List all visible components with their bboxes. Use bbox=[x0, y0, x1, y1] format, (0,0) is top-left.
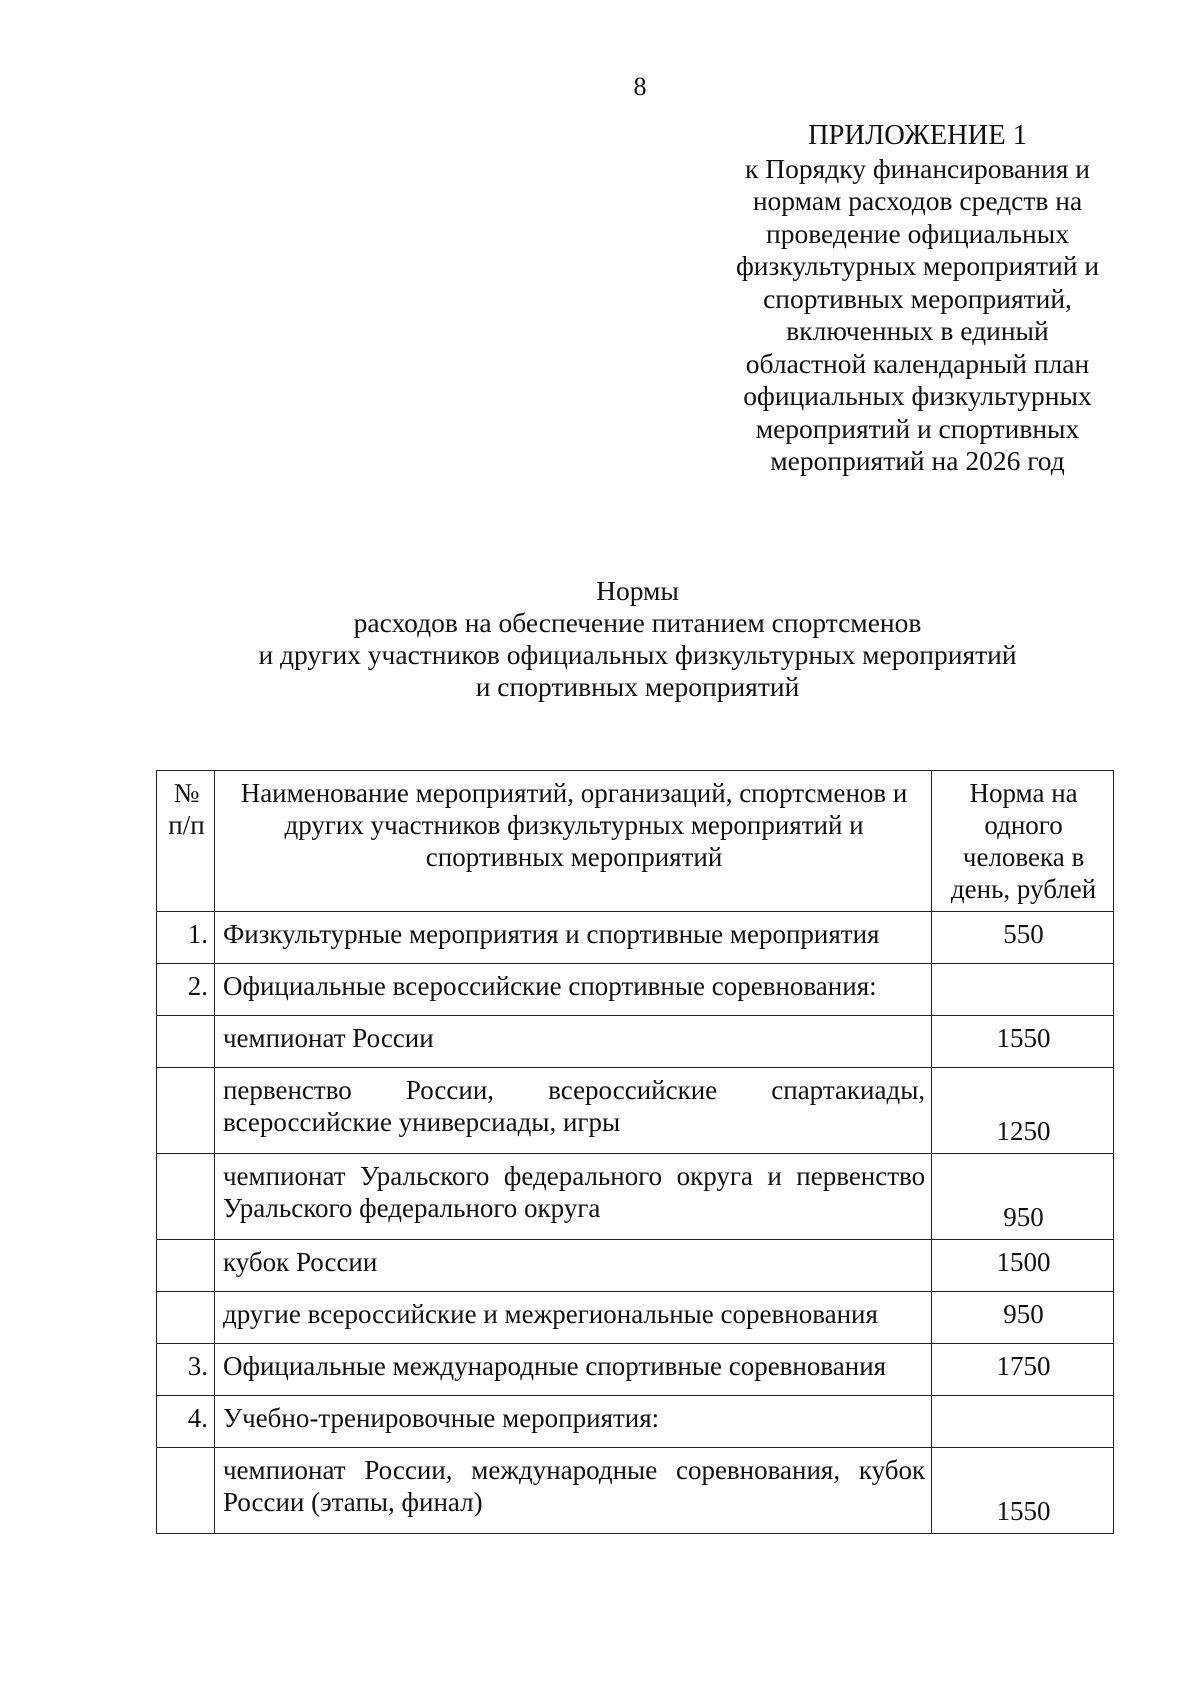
appendix-block bbox=[720, 120, 1115, 478]
row-name: чемпионат России bbox=[214, 1016, 931, 1068]
row-number bbox=[157, 1154, 215, 1240]
appendix-line: физкультурных мероприятий и bbox=[735, 250, 1100, 281]
row-name: другие всероссийские и межрегиональные соревнования bbox=[214, 1292, 931, 1344]
row-name: Учебно-тренировочные мероприятия: bbox=[214, 1396, 931, 1448]
row-norm: 550 bbox=[932, 912, 1114, 964]
table-header-row bbox=[157, 771, 1114, 912]
row-number: 1. bbox=[157, 912, 215, 964]
row-norm: 1500 bbox=[932, 1240, 1114, 1292]
table-row bbox=[157, 1068, 1114, 1154]
row-norm: 950 bbox=[932, 1292, 1114, 1344]
document-title-line: расходов на обеспечение питанием спортсменов bbox=[353, 607, 922, 638]
appendix-line: мероприятий и спортивных bbox=[755, 412, 1080, 444]
document-title-line: и спортивных мероприятий bbox=[475, 671, 800, 702]
table-row bbox=[157, 1396, 1114, 1448]
row-norm: 1550 bbox=[932, 1448, 1114, 1534]
row-name: Физкультурные мероприятия и спортивные мероприятия bbox=[214, 912, 931, 964]
row-number bbox=[157, 1016, 215, 1068]
header-name: Наименование мероприятий, организаций, спортсменов и других участников физкультурных мероприятий и спортивных мероприятий bbox=[214, 771, 931, 912]
row-number bbox=[157, 1068, 215, 1154]
table-row bbox=[157, 1292, 1114, 1344]
appendix-line: областной календарный план bbox=[745, 347, 1090, 379]
document-title-line: Нормы bbox=[596, 575, 679, 606]
row-name: чемпионат Уральского федерального округа и первенство Уральского федерального округа bbox=[214, 1154, 931, 1240]
table-row bbox=[157, 964, 1114, 1016]
appendix-line: включенных в единый bbox=[786, 315, 1049, 346]
table-row bbox=[157, 1154, 1114, 1240]
table-row bbox=[157, 1344, 1114, 1396]
norms-table bbox=[156, 770, 1114, 1534]
row-name: Официальные международные спортивные соревнования bbox=[214, 1344, 931, 1396]
appendix-line: спортивных мероприятий, bbox=[763, 282, 1072, 314]
row-norm: 1550 bbox=[932, 1016, 1114, 1068]
appendix-line: нормам расходов средств на bbox=[752, 185, 1083, 216]
row-number bbox=[157, 1448, 215, 1534]
row-number: 4. bbox=[157, 1396, 215, 1448]
page-number: 8 bbox=[633, 72, 647, 101]
row-number: 2. bbox=[157, 964, 215, 1016]
row-norm bbox=[932, 964, 1114, 1016]
row-name: Официальные всероссийские спортивные соревнования: bbox=[214, 964, 931, 1016]
header-number: № п/п bbox=[157, 771, 215, 912]
row-number bbox=[157, 1240, 215, 1292]
appendix-line: к Порядку финансирования и bbox=[745, 152, 1090, 184]
appendix-line: проведение официальных bbox=[766, 217, 1069, 249]
row-norm: 1250 bbox=[932, 1068, 1114, 1154]
row-norm: 1750 bbox=[932, 1344, 1114, 1396]
document-title bbox=[150, 575, 1125, 703]
row-norm bbox=[932, 1396, 1114, 1448]
row-name: чемпионат России, международные соревнования, кубок России (этапы, финал) bbox=[214, 1448, 931, 1534]
header-norm: Норма на одного человека в день, рублей bbox=[932, 771, 1114, 912]
row-name: кубок России bbox=[214, 1240, 931, 1292]
appendix-line: официальных физкультурных bbox=[743, 380, 1092, 411]
table-row bbox=[157, 1448, 1114, 1534]
appendix-title: ПРИЛОЖЕНИЕ 1 bbox=[807, 120, 1028, 151]
table-row bbox=[157, 1240, 1114, 1292]
row-norm: 950 bbox=[932, 1154, 1114, 1240]
row-number bbox=[157, 1292, 215, 1344]
appendix-line: мероприятий на 2026 год bbox=[770, 445, 1065, 476]
row-number: 3. bbox=[157, 1344, 215, 1396]
table-row bbox=[157, 912, 1114, 964]
table-row bbox=[157, 1016, 1114, 1068]
document-title-line: и других участников официальных физкультурных мероприятий bbox=[258, 639, 1017, 670]
row-name: первенство России, всероссийские спартакиады, всероссийские универсиады, игры bbox=[214, 1068, 931, 1154]
